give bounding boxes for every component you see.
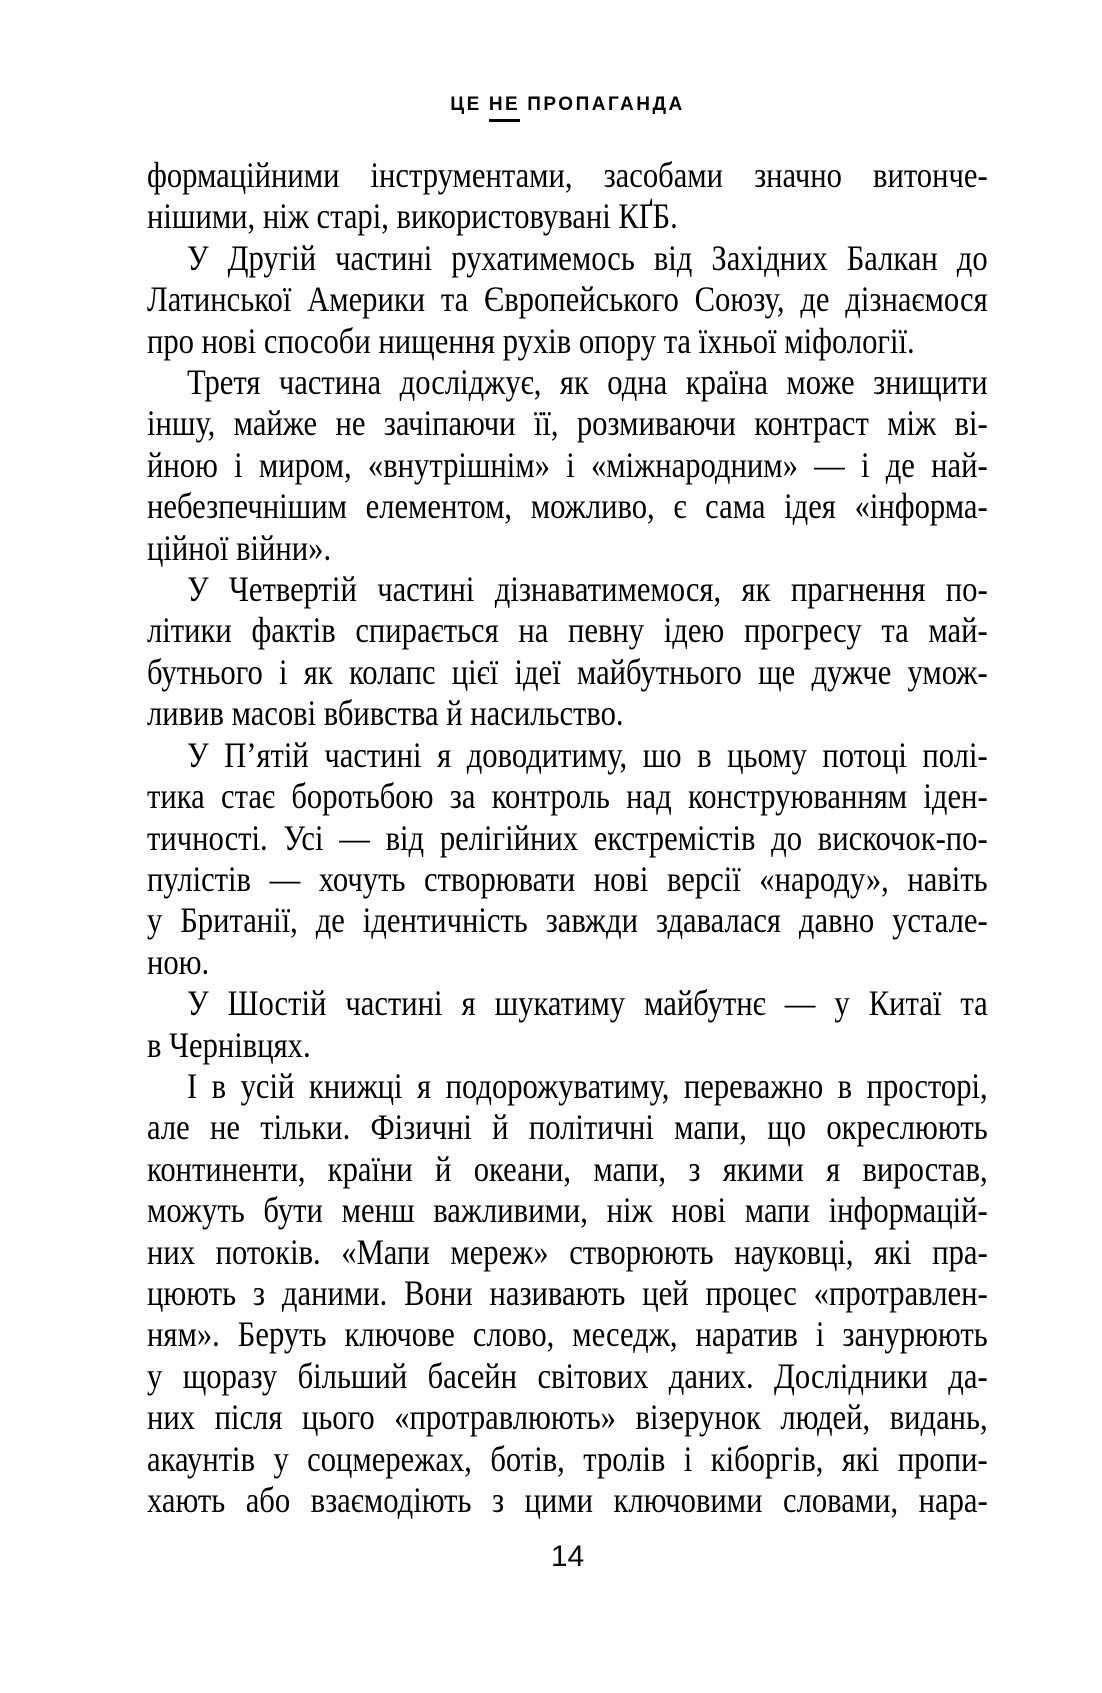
text-line: ційної війни».: [147, 527, 332, 568]
text-line: літики фактів спирається на певну ідею прогресу та май-: [147, 610, 988, 651]
text-line: Третя частина досліджує, як одна країна може знищити: [186, 362, 988, 403]
text-line: тичності. Усі — від релігійних екстремістів до вискочок-по-: [147, 817, 988, 858]
text-line: них після цього «протравлюють» візерунок людей, видань,: [147, 1397, 988, 1438]
text-line: у Британії, де ідентичність завжди здавалася давно устале-: [147, 900, 988, 941]
text-line: ням». Беруть ключове слово, меседж, наратив і занурюють: [147, 1314, 988, 1355]
text-block: [147, 155, 988, 1521]
text-line: ною.: [147, 941, 210, 982]
text-line: пулістів — хочуть створювати нові версії «народу», навіть: [147, 858, 988, 899]
text-line: У Шостій частині я шукатиму майбутнє — у Китаї та: [186, 983, 988, 1024]
running-header-post: ПРОПАГАНДА: [527, 94, 685, 115]
text-line: але не тільки. Фізичні й політичні мапи, що окреслюють: [147, 1107, 988, 1148]
paragraph: [147, 362, 988, 569]
text-line: цюють з даними. Вони називають цей процес «протравлен-: [147, 1272, 988, 1313]
text-line: акаунтів у соцмережах, ботів, тролів і кіборгів, які пропи-: [147, 1438, 988, 1479]
text-line: нішими, ніж старі, використовувані КҐБ.: [147, 196, 678, 237]
text-line: У Другій частині рухатимемось від Західних Балкан до: [186, 237, 988, 278]
page-number: 14: [550, 1540, 585, 1573]
running-header: [147, 94, 988, 122]
text-line: У П’ятій частині я доводитиму, шо в цьому потоці полі-: [186, 734, 988, 775]
text-line: бутнього і як колапс цієї ідеї майбутнього ще дужче умож-: [147, 651, 988, 692]
text-line: ливив масові вбивства й насильство.: [147, 693, 624, 734]
paragraph: [147, 983, 988, 1066]
text-line: І в усій книжці я подорожуватиму, переважно в просторі,: [186, 1065, 988, 1106]
text-line: можуть бути менш важливими, ніж нові мапи інформацій-: [147, 1190, 988, 1231]
text-line: Латинської Америки та Європейського Союзу, де дізнаємося: [147, 279, 988, 320]
text-line: них потоків. «Мапи мереж» створюють науковці, які пра-: [147, 1231, 988, 1272]
text-line: йною і миром, «внутрішнім» і «міжнародним» — і де най-: [147, 444, 988, 485]
text-line: іншу, майже не зачіпаючи її, розмиваючи контраст між ві-: [147, 403, 988, 444]
text-line: континенти, країни й океани, мапи, з якими я виростав,: [147, 1148, 988, 1189]
text-line: про нові способи нищення рухів опору та їхньої міфології.: [147, 320, 915, 361]
paragraph: [147, 155, 988, 238]
paragraph: [147, 238, 988, 362]
running-header-underlined-word: НЕ: [489, 94, 520, 122]
text-line: хають або взаємодіють з цими ключовими словами, нара-: [147, 1480, 988, 1520]
text-line: тика стає боротьбою за контроль над конструюванням іден-: [147, 776, 988, 817]
text-line: в Чернівцях.: [147, 1024, 311, 1065]
paragraph: [147, 1066, 988, 1521]
text-line: у щоразу більший басейн світових даних. Дослідники да-: [147, 1355, 988, 1396]
paragraph: [147, 569, 988, 735]
paragraph: [147, 735, 988, 983]
text-line: небезпечнішим елементом, можливо, є сама ідея «інформа-: [147, 486, 988, 527]
text-line: формаційними інструментами, засобами значно витонче-: [147, 155, 988, 195]
running-header-pre: ЦЕ: [450, 94, 482, 115]
text-line: У Четвертій частині дізнаватимемося, як прагнення по-: [186, 569, 988, 610]
